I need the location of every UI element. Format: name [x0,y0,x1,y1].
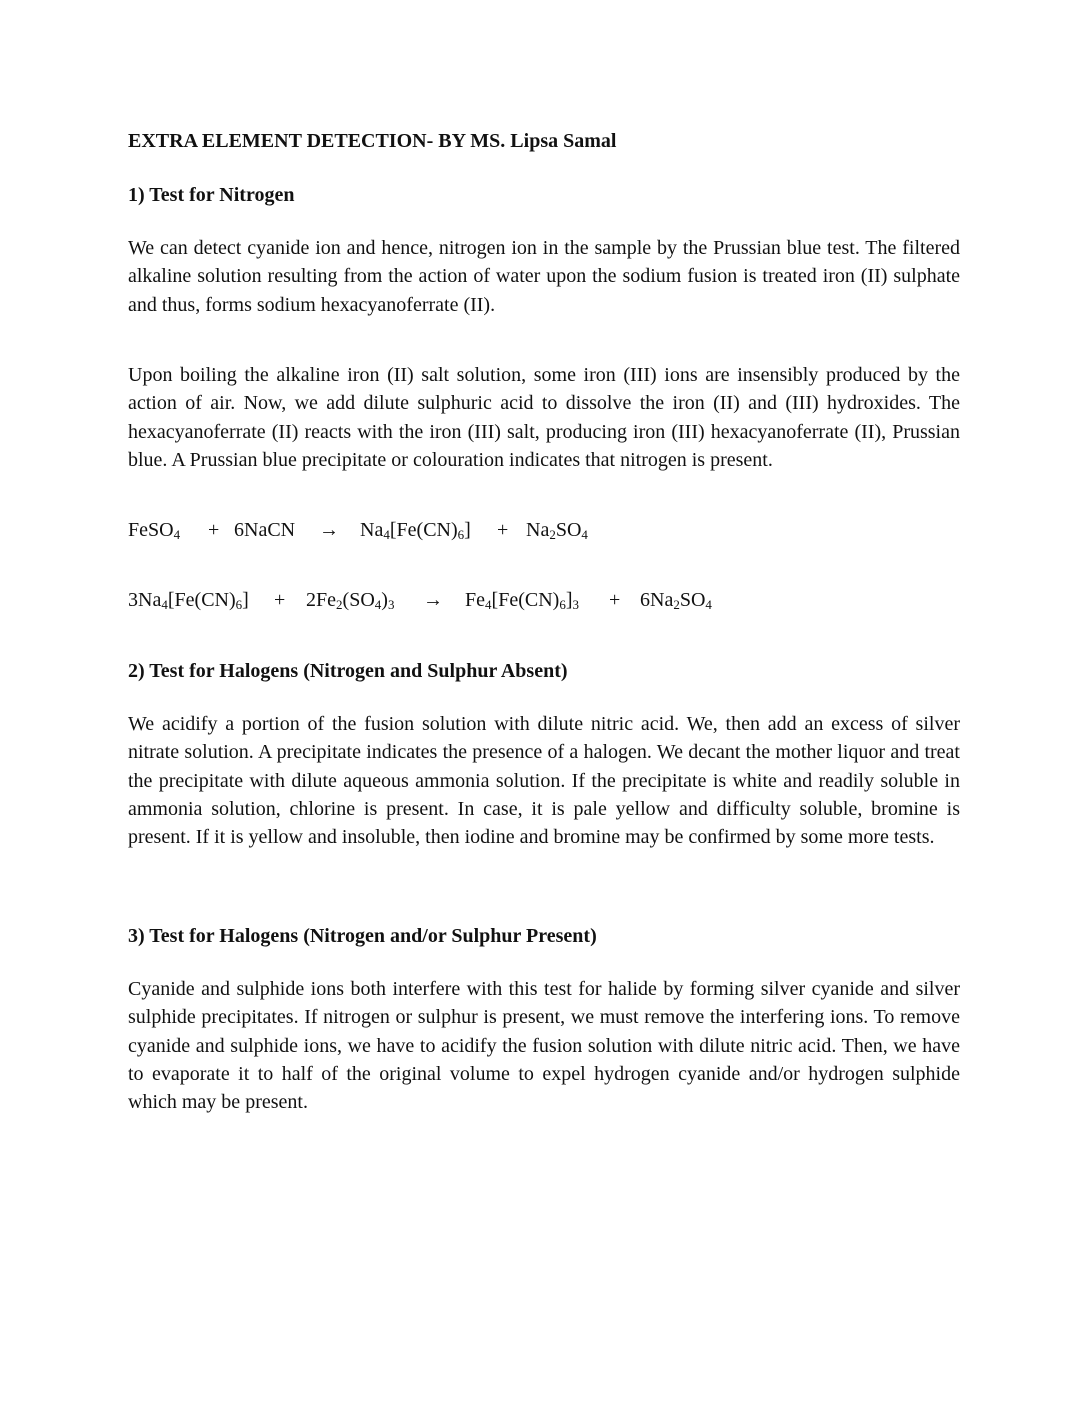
paragraph-prussian-blue-intro: We can detect cyanide ion and hence, nitrogen ion in the sample by the Prussian blue test. The filtered alkaline solution resulting from the action of water upon the sodium fusion is treated iron (II) sulphate and thus, forms sodium hexacyanoferrate (II). [128,237,960,316]
paragraph-halogens-absent: We acidify a portion of the fusion solution with dilute nitric acid. We, then add an excess of silver nitrate solution. A precipitate indicates the presence of a halogen. We decant the mother liquor and treat the precipitate with dilute aqueous ammonia solution. If the precipitate is white and readily soluble in ammonia solution, chlorine is present. In case, it is pale yellow and difficulty soluble, bromine is present. If it is yellow and insoluble, then iodine and bromine may be confirmed by some more tests. [128,713,960,849]
equation-1-product-2: $Na_2SO_4$ [526,519,588,542]
equation-1-reactant-2: 6NaCN [234,519,296,541]
equation-1-arrow: → [319,519,339,541]
equation-1-plus-1: + [208,519,220,541]
document-title: EXTRA ELEMENT DETECTION- BY MS. Lipsa Samal [128,130,617,152]
equation-2-reactant-2: $2Fe_2(SO_4)_3$ [306,589,395,612]
section-heading-nitrogen: 1) Test for Nitrogen [128,184,295,206]
paragraph-halogens-present: Cyanide and sulphide ions both interfere with this test for halide by forming silver cyanide and silver sulphide precipitates. If nitrogen or sulphur is present, we must remove the interfering ions. To remove cyanide and sulphide ions, we have to acidify the fusion solution with dilute nitric acid. Then, we have to evaporate it to half of the original volume to expel hydrogen cyanide and/or hydrogen sulphide which may be present. [128,978,960,1114]
section-heading-halogens-present: 3) Test for Halogens (Nitrogen and/or Sulphur Present) [128,925,597,947]
equation-1-plus-2: + [497,519,509,541]
equation-1-product-1: $Na_4[Fe(CN)_6]$ [360,519,471,542]
equation-1-reactant-1: FeSO$_4$ [128,519,181,542]
equation-2-plus-2: + [609,589,621,611]
equation-2-reactant-1: $3Na_4[Fe(CN)_6]$ [128,589,249,612]
equation-2-product-2: $6Na_2SO_4$ [640,589,712,612]
equation-2-arrow: → [423,589,443,611]
equation-2-plus-1: + [274,589,286,611]
chemical-equation-1 [128,516,960,544]
equation-2-product-1: $Fe_4[Fe(CN)_6]_3$ [465,589,580,612]
paragraph-prussian-blue-process: Upon boiling the alkaline iron (II) salt solution, some iron (III) ions are insensibly produced by the action of air. Now, we add dilute sulphuric acid to dissolve the iron (II) and (III) hydroxides. The hexacyanoferrate (II) reacts with the iron (III) salt, producing iron (III) hexacyanoferrate (II), Prussian blue. A Prussian blue precipitate or colouration indicates that nitrogen is present. [128,364,960,471]
chemical-equation-2 [128,586,960,614]
section-heading-halogens-absent: 2) Test for Halogens (Nitrogen and Sulphur Absent) [128,660,568,682]
